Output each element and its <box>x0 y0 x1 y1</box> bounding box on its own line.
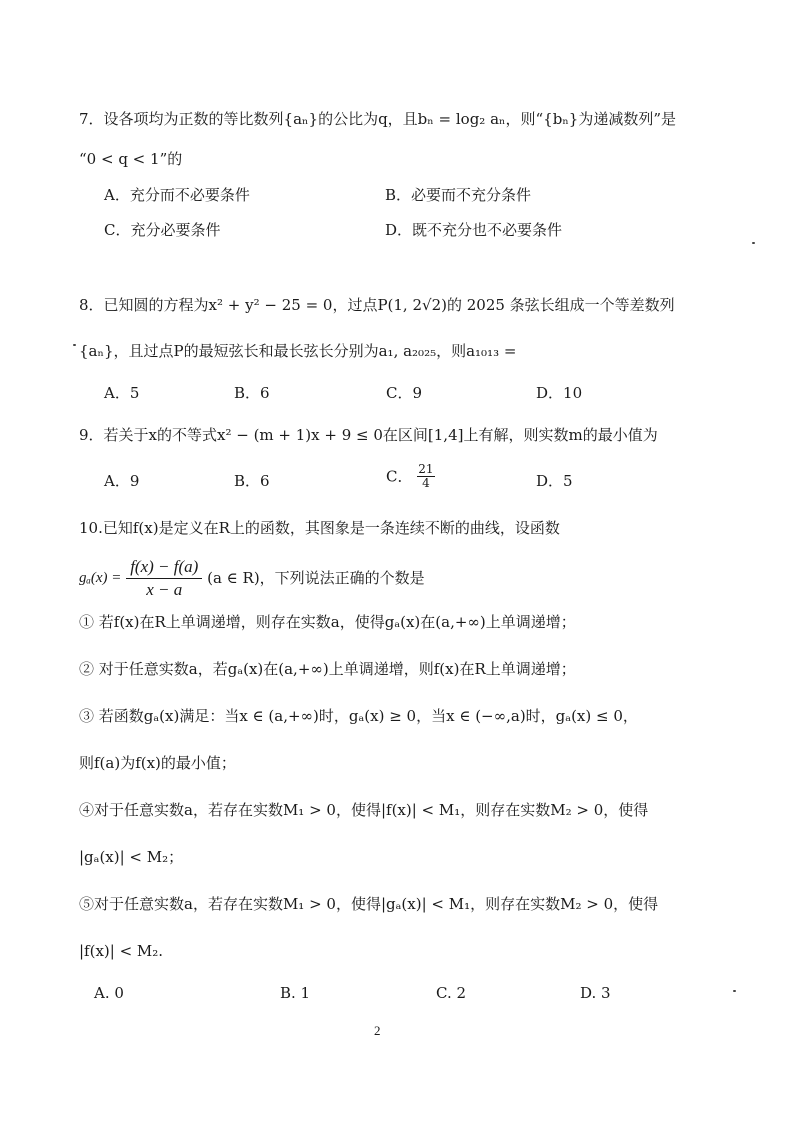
page-number: 2 <box>374 1023 381 1038</box>
definition-lhs: gₐ(x) = <box>79 570 122 586</box>
q7-option-a: A．充分而不必要条件 <box>104 186 250 204</box>
q10-item-1: ① 若f(x)在R上单调递增，则存在实数a，使得gₐ(x)在(a,+∞)上单调递增； <box>79 613 576 631</box>
q10-option-a: A. 0 <box>94 984 124 1002</box>
q8-stem-line-2: {aₙ}，且过点P的最短弦长和最长弦长分别为a₁, a₂₀₂₅，则a₁₀₁₃ = <box>79 342 517 360</box>
q9-option-d: D．5 <box>536 472 573 490</box>
definition-fraction <box>126 556 202 601</box>
q7-option-c: C．充分必要条件 <box>104 221 221 239</box>
q8-stem-line-1: 8．已知圆的方程为x² + y² − 25 = 0，过点P(1, 2√2)的 2025 条弦长组成一个等差数列 <box>79 296 675 314</box>
q8-option-d: D．10 <box>536 384 583 402</box>
q10-option-c: C. 2 <box>436 984 467 1002</box>
fraction-denominator: x − a <box>146 579 183 599</box>
q7-stem-line-2: “0 < q < 1”的 <box>79 150 183 168</box>
q9-option-c <box>386 463 435 490</box>
scan-speck <box>73 344 76 346</box>
q10-item-2: ② 对于任意实数a，若gₐ(x)在(a,+∞)上单调递增，则f(x)在R上单调递增； <box>79 660 576 678</box>
q9-option-b: B．6 <box>234 472 270 490</box>
q10-item-3-line-1: ③ 若函数gₐ(x)满足：当x ∈ (a,+∞)时，gₐ(x) ≥ 0，当x ∈ (−∞,a)时，gₐ(x) ≤ 0， <box>79 707 638 725</box>
q7-option-b: B．必要而不充分条件 <box>385 186 532 204</box>
fraction-numerator: 21 <box>418 462 434 476</box>
q10-option-d: D. 3 <box>580 984 611 1002</box>
scan-speck <box>752 242 755 244</box>
q8-option-c: C．9 <box>386 384 423 402</box>
q8-option-a: A．5 <box>104 384 140 402</box>
q10-stem: 10.已知f(x)是定义在R上的函数，其图象是一条连续不断的曲线，设函数 <box>79 519 560 537</box>
definition-rhs: (a ∈ R)，下列说法正确的个数是 <box>207 569 425 587</box>
q9-option-a: A．9 <box>104 472 140 490</box>
q7-option-d: D．既不充分也不必要条件 <box>385 221 563 239</box>
q9-option-c-fraction <box>417 463 434 490</box>
q8-option-b: B．6 <box>234 384 270 402</box>
q7-stem-line-1: 7．设各项均为正数的等比数列{aₙ}的公比为q，且bₙ = log₂ aₙ，则“{bₙ}为递减数列”是 <box>79 110 677 128</box>
q10-option-b: B. 1 <box>280 984 311 1002</box>
q10-item-5-line-2: |f(x)| < M₂. <box>79 942 164 960</box>
q9-option-c-label: C． <box>386 467 413 486</box>
q10-definition <box>79 554 425 601</box>
fraction-denominator: 4 <box>422 476 430 490</box>
q10-item-4-line-1: ④对于任意实数a，若存在实数M₁ > 0，使得|f(x)| < M₁，则存在实数M₂ > 0，使得 <box>79 801 649 819</box>
scan-speck <box>733 990 736 992</box>
fraction-numerator: f(x) − f(a) <box>126 556 202 579</box>
q10-item-5-line-1: ⑤对于任意实数a，若存在实数M₁ > 0，使得|gₐ(x)| < M₁，则存在实数M₂ > 0，使得 <box>79 895 659 913</box>
q9-stem: 9．若关于x的不等式x² − (m + 1)x + 9 ≤ 0在区间[1,4]上有解，则实数m的最小值为 <box>79 426 658 444</box>
q10-item-3-line-2: 则f(a)为f(x)的最小值； <box>79 754 236 772</box>
q10-item-4-line-2: |gₐ(x)| < M₂； <box>79 848 184 866</box>
